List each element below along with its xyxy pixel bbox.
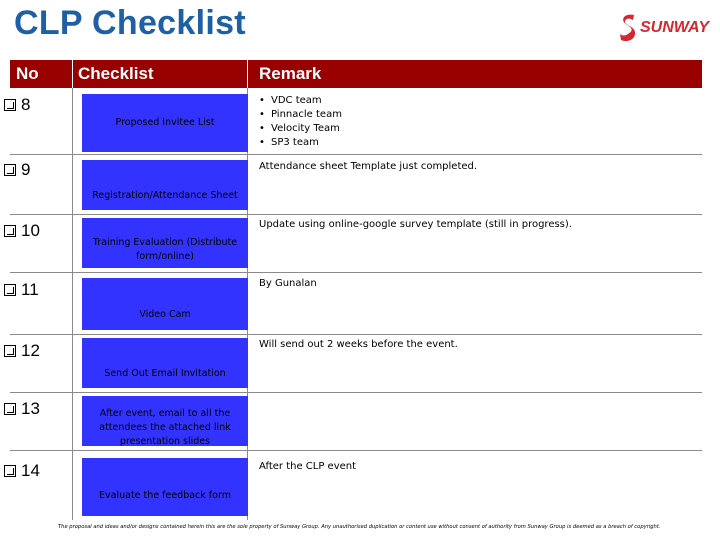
- row-number-text: 13: [21, 399, 40, 418]
- remark-list: [259, 94, 342, 150]
- checklist-item[interactable]: [82, 278, 248, 330]
- row-number-text: 11: [21, 280, 39, 299]
- row-number-text: 14: [21, 461, 40, 480]
- row-number-text: 8: [21, 95, 31, 114]
- remark-text: Attendance sheet Template just completed.: [259, 161, 478, 172]
- row-number-text: 9: [21, 160, 31, 179]
- logo-text: SUNWAY: [640, 19, 710, 36]
- copyright-footer: The proposal and ideas and/or designs contained herein this are the sole property of Sunway Group. Any unauthorised duplication or content use without consent of authority from Sunway Group is deemed as a breach of copyright.: [58, 524, 661, 530]
- checklist-item[interactable]: [82, 396, 248, 446]
- checkbox-bullet-icon: [4, 225, 16, 237]
- checkbox-bullet-icon: [4, 164, 16, 176]
- remark-text: By Gunalan: [259, 278, 317, 289]
- checklist-label: Registration/Attendance Sheet: [92, 190, 238, 201]
- checklist-item[interactable]: [82, 160, 248, 210]
- checkbox-bullet-icon: [4, 284, 16, 296]
- row-number: [4, 341, 40, 361]
- row-number-text: 12: [21, 341, 40, 360]
- checkbox-bullet-icon: [4, 403, 16, 415]
- checkbox-bullet-icon: [4, 99, 16, 111]
- header-remark: Remark: [259, 64, 322, 83]
- row-number: [4, 95, 30, 115]
- checkbox-bullet-icon: [4, 345, 16, 357]
- row-number: [4, 280, 39, 300]
- checklist-label: Video Cam: [139, 309, 191, 320]
- remark-text: After the CLP event: [259, 461, 357, 472]
- checkbox-bullet-icon: [4, 465, 16, 477]
- checklist-item[interactable]: [82, 218, 248, 268]
- checklist-label: Proposed Invitee List: [115, 117, 215, 128]
- table-header: [10, 60, 702, 88]
- header-no: No: [16, 64, 39, 83]
- header-checklist: Checklist: [78, 64, 154, 83]
- row-number: [4, 160, 30, 180]
- row-number: [4, 221, 40, 241]
- checklist-item[interactable]: [82, 94, 248, 152]
- row-number-text: 10: [21, 221, 40, 240]
- checklist-label: After event, email to all the attendees the attached link presentation slides: [99, 408, 231, 447]
- remark-text: Will send out 2 weeks before the event.: [259, 339, 458, 350]
- checklist-item[interactable]: [82, 458, 248, 516]
- row-number: [4, 461, 40, 481]
- remark-list-item: • Velocity Team: [259, 122, 342, 136]
- remark-list-item: • VDC team: [259, 94, 342, 108]
- sunway-s-logo-icon: [618, 12, 638, 44]
- checklist-label: Training Evaluation (Distribute form/online): [92, 237, 238, 262]
- header-separator: [247, 60, 248, 88]
- checklist-label: Send Out Email Invitation: [104, 368, 226, 379]
- row-number: [4, 399, 40, 419]
- remark-list-item: • Pinnacle team: [259, 108, 342, 122]
- header-separator: [72, 60, 73, 88]
- page-title: CLP Checklist: [14, 4, 246, 42]
- remark-list-item: • SP3 team: [259, 136, 342, 150]
- sunway-logo: [618, 8, 710, 48]
- checklist-item[interactable]: [82, 338, 248, 388]
- remark-text: Update using online-google survey template (still in progress).: [259, 219, 572, 230]
- checklist-label: Evaluate the feedback form: [99, 490, 231, 501]
